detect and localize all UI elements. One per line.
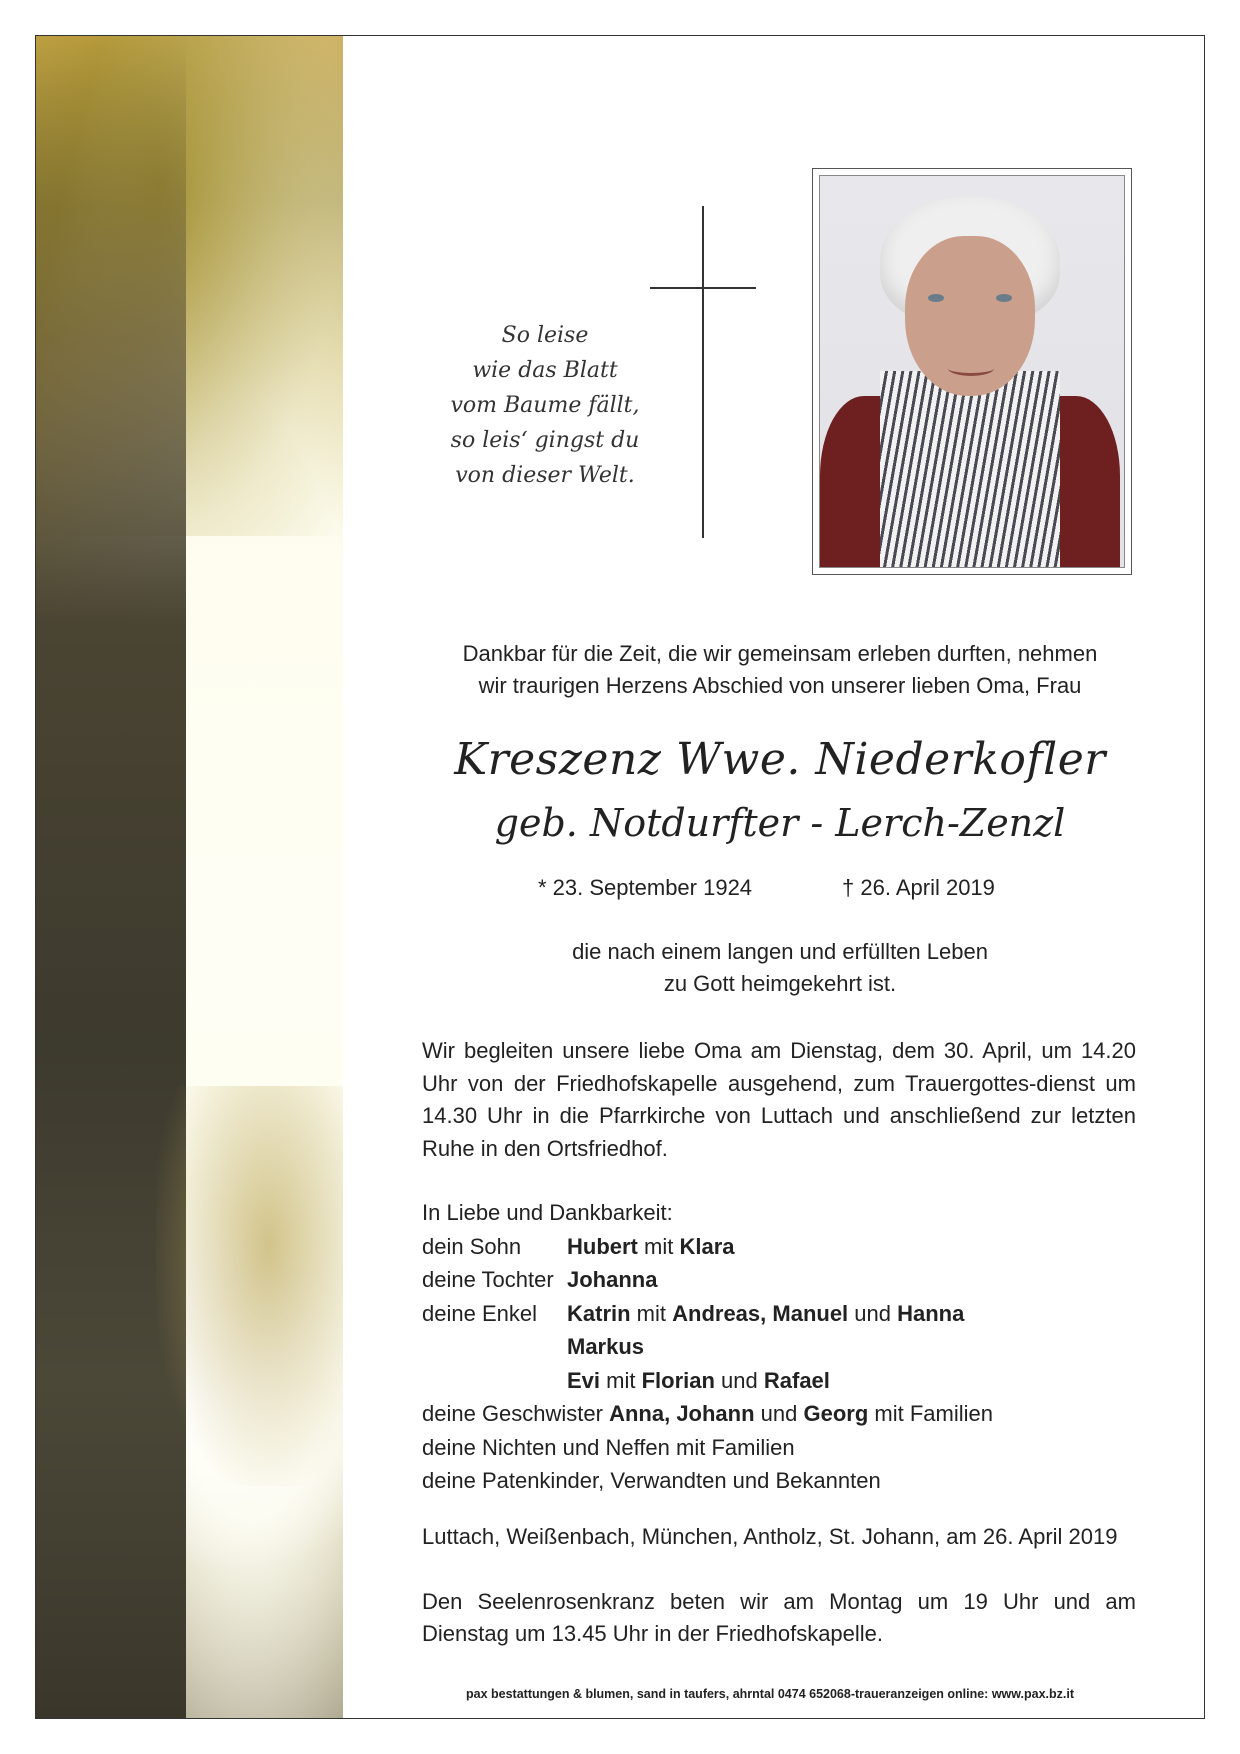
mourners-list (422, 1196, 1136, 1498)
mourner-name: Florian (641, 1367, 715, 1393)
mourner-row (422, 1263, 1136, 1297)
mourner-name: Rafael (763, 1367, 830, 1393)
footer-credit: pax bestattungen & blumen, sand in taufers, ahrntal 0474 652068-traueranzeigen online: www.pax.bz.it (465, 1687, 1075, 1701)
birth-date: * 23. September 1924 (538, 875, 753, 900)
verse (400, 318, 690, 493)
foliage-lower (156, 1086, 343, 1486)
tree-sunlight-photo (36, 36, 343, 1718)
after-text (410, 936, 1150, 1000)
mourner-row (422, 1297, 1136, 1331)
deceased-name: Kreszenz Wwe. Niederkofler (454, 734, 1106, 785)
mourner-name: Katrin (567, 1300, 631, 1326)
intro-line: wir traurigen Herzens Abschied von unserer lieben Oma, Frau (478, 673, 1082, 698)
mourner-label: deine Enkel (422, 1300, 537, 1326)
verse-line: wie das Blatt (472, 358, 618, 383)
mourner-name: Anna, Johann (609, 1401, 755, 1426)
after-line: die nach einem langen und erfüllten Leben (572, 939, 988, 964)
place-date: Luttach, Weißenbach, München, Antholz, St. Johann, am 26. April 2019 (422, 1524, 1118, 1549)
mourner-name: Johanna (567, 1267, 658, 1292)
connector: mit (637, 1233, 680, 1259)
cross-icon-bar (650, 287, 756, 289)
mourner-name: Andreas, Manuel (672, 1300, 849, 1326)
mourner-row (422, 1397, 1136, 1431)
mourner-row: deine Patenkinder, Verwandten und Bekannten (422, 1468, 881, 1493)
mourner-row: deine Nichten und Neffen mit Familien (422, 1434, 795, 1460)
mourner-name: Hanna (897, 1300, 965, 1326)
cross-icon (702, 206, 704, 538)
rosary-text: Den Seelenrosenkranz beten wir am Montag um 19 Uhr und am Dienstag um 13.45 Uhr in der Friedhofskapelle. (422, 1589, 1136, 1646)
funeral-text: Wir begleiten unsere liebe Oma am Dienstag, dem 30. April, um 14.20 Uhr von der Friedhofskapelle ausgehend, zum Trauergottes-dienst um 14.30 Uhr in die Pfarrkirche von Luttach und anschließend zur letzten Ruhe in den Ortsfriedhof. (422, 1038, 1136, 1161)
mourner-name: Georg (803, 1401, 869, 1426)
intro-text (410, 638, 1150, 702)
verse-line: So leise (501, 323, 589, 348)
after-line: zu Gott heimgekehrt ist. (663, 971, 897, 996)
connector: und (714, 1367, 764, 1393)
death-date: † 26. April 2019 (842, 875, 995, 900)
portrait-photo (819, 175, 1125, 568)
mourner-name: Klara (679, 1233, 735, 1259)
mourner-row (422, 1230, 1136, 1264)
connector: mit (630, 1300, 673, 1326)
birth-name: geb. Notdurfter - Lerch-Zenzl (494, 801, 1066, 845)
mourner-name: Markus (567, 1334, 645, 1359)
mourner-name: Evi (567, 1367, 601, 1393)
mourner-label: deine Geschwister (422, 1401, 610, 1426)
connector: und (754, 1401, 804, 1426)
mourner-name: Hubert (567, 1233, 638, 1259)
connector: mit Familien (868, 1401, 993, 1426)
connector: und (848, 1300, 898, 1326)
mourner-label: deine Tochter (422, 1267, 554, 1292)
mourner-row (422, 1330, 1136, 1364)
portrait-frame (812, 168, 1132, 575)
intro-line: Dankbar für die Zeit, die wir gemeinsam erleben durften, nehmen (462, 641, 1098, 666)
verse-line: so leis‘ gingst du (450, 428, 640, 453)
verse-line: vom Baume fällt, (450, 393, 640, 418)
verse-line: von dieser Welt. (455, 463, 635, 488)
connector: mit (600, 1367, 642, 1393)
mourner-label: dein Sohn (422, 1233, 522, 1259)
mourner-row (422, 1364, 1136, 1398)
mourners-heading: In Liebe und Dankbarkeit: (422, 1200, 673, 1225)
